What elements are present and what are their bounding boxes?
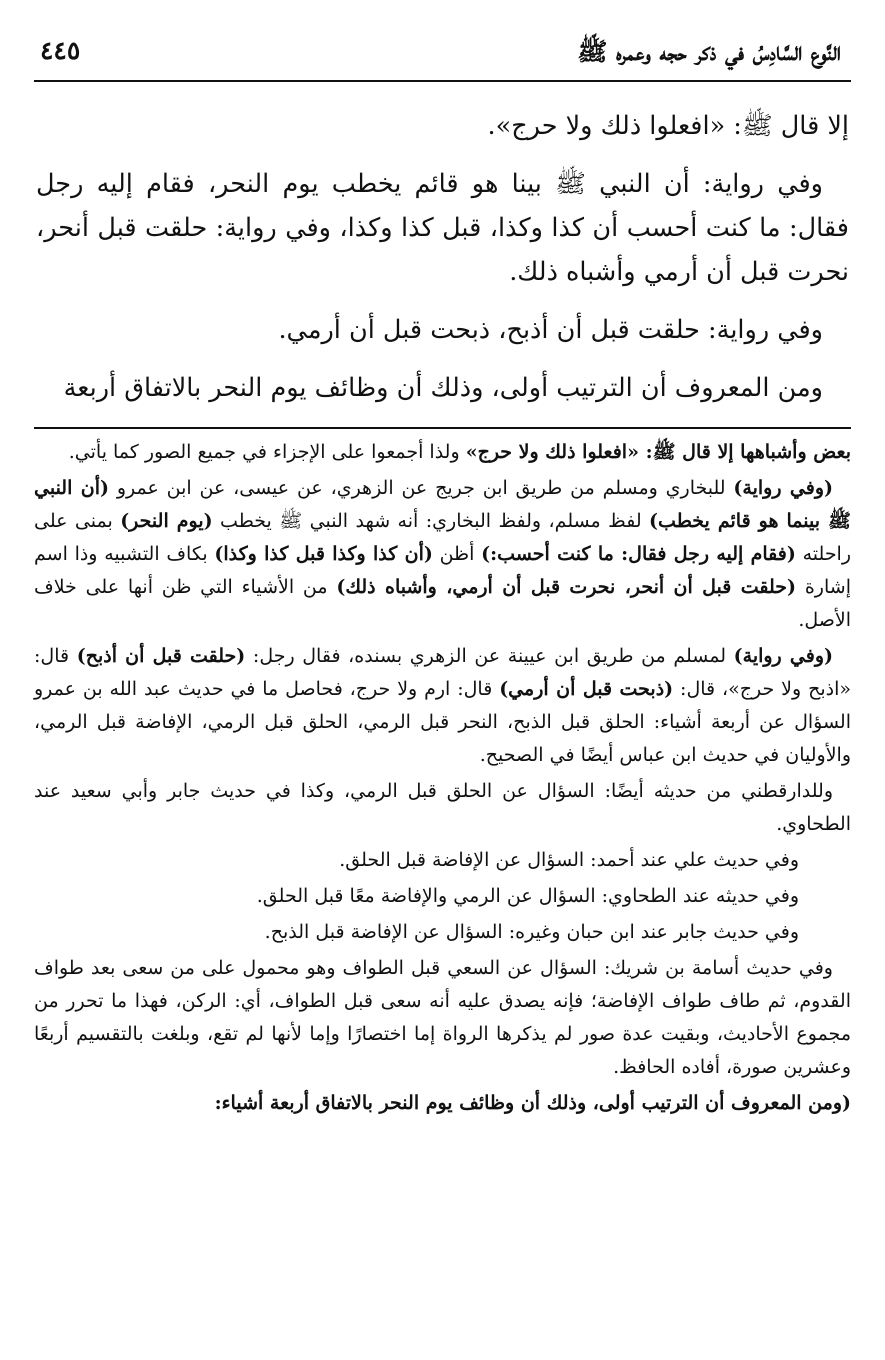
commentary-text [34,436,851,1123]
page-header [34,34,851,82]
commentary-text-run: من الأشياء التي ظن أنها على خلاف الأصل. [34,576,851,631]
quoted-text: (ذبحت قبل أن أرمي) [499,678,674,700]
commentary-text-run: ولذا أجمعوا على الإجزاء في جميع الصور كما يأتي. [68,441,466,463]
main-paragraph: ومن المعروف أن الترتيب أولى، وذلك أن وظائف يوم النحر بالاتفاق أربعة [63,373,823,403]
section-divider [34,427,851,429]
commentary-text-run: بمنى على راحلته [34,510,852,565]
quoted-text: (أن النبي ﷺ بينما هو قائم يخطب) [34,477,851,532]
commentary-paragraph [34,640,851,772]
quoted-text: (أن كذا وكذا قبل كذا وكذا) [214,543,433,565]
commentary-text-run: قال: ارم ولا حرج، فحاصل ما في حديث عبد الله بن عمرو السؤال عن أربعة أشياء: الحلق قبل الذبح، النحر قبل الرمي، الحلق قبل الرمي، الإفاضة قبل الرمي، والأوليان في حديث ابن عباس أيضًا في الصحيح. [34,678,851,766]
quoted-text: بعض وأشباهها إلا قال ﷺ: «افعلوا ذلك ولا حرج» [465,441,851,463]
page-number: ٤٤٥ [40,36,81,65]
commentary-paragraph: وللدارقطني من حديثه أيضًا: السؤال عن الحلق قبل الرمي، وكذا في حديث جابر وأبي سعيد عند الطحاوي. [34,780,851,835]
commentary-paragraph: وفي حديث أسامة بن شريك: السؤال عن السعي قبل الطواف وهو محمول على من سعى بعد طواف القدوم، ثم طاف طواف الإفاضة؛ فإنه يصدق عليه أنه سعى قبل الطواف، أي: الركن، فهذا ما تحرر من مجموع الأحاديث، وبقيت عدة صور لم يذكرها الرواة إما اختصارًا وإما لأنها لم تقع، وبلغت بالتقسيم أربعًا وعشرين صورة، أفاده الحافظ. [34,957,851,1078]
commentary-paragraph [34,1087,851,1120]
main-paragraph: وفي رواية: أن النبي ﷺ بينا هو قائم يخطب يوم النحر، فقام إليه رجل فقال: ما كنت أحسب أن كذا وكذا، قبل كذا وكذا، وفي رواية: حلقت قبل أنحر، نحرت قبل أن أرمي وأشباه ذلك. [36,169,849,287]
commentary-paragraph: وفي حديث جابر عند ابن حبان وغيره: السؤال عن الإفاضة قبل الذبح. [264,921,799,943]
main-paragraph: وفي رواية: حلقت قبل أن أذبح، ذبحت قبل أن أرمي. [278,315,823,345]
quoted-text: (حلقت قبل أن أذبح) [76,645,246,667]
commentary-paragraph: وفي حديثه عند الطحاوي: السؤال عن الرمي والإفاضة معًا قبل الحلق. [256,885,799,907]
commentary-paragraph [34,436,851,469]
running-title: النَّوع السَّادِسُ في ذكر حجه وعمره ﷺ [577,37,841,66]
commentary-paragraph: وفي حديث علي عند أحمد: السؤال عن الإفاضة قبل الحلق. [339,849,799,871]
commentary-text-run: لفظ مسلم، ولفظ البخاري: أنه شهد النبي ﷺ يخطب [212,510,650,532]
quoted-text: (وفي رواية) [733,645,834,667]
quoted-text: (حلقت قبل أن أنحر، نحرت قبل أن أرمي، وأشباه ذلك) [336,576,797,598]
quoted-text: (يوم النحر) [120,510,213,532]
commentary-text-run: بكاف التشبيه وذا اسم إشارة [34,543,851,598]
main-text [36,104,849,424]
quoted-text: (فقام إليه رجل فقال: ما كنت أحسب:) [481,543,796,565]
commentary-text-run: للبخاري ومسلم من طريق ابن جريج عن الزهري، عن عيسى، عن ابن عمرو [109,477,734,499]
main-paragraph: إلا قال ﷺ: «افعلوا ذلك ولا حرج». [487,111,849,141]
commentary-text-run: قال: «اذبح ولا حرج»، قال: [34,645,851,700]
commentary-paragraph [34,472,851,637]
commentary-text-run: أظن [432,543,482,565]
quoted-text: (ومن المعروف أن الترتيب أولى، وذلك أن وظائف يوم النحر بالاتفاق أربعة أشياء: [214,1092,851,1114]
commentary-text-run: لمسلم من طريق ابن عيينة عن الزهري بسنده، فقال رجل: [245,645,734,667]
quoted-text: (وفي رواية) [733,477,833,499]
